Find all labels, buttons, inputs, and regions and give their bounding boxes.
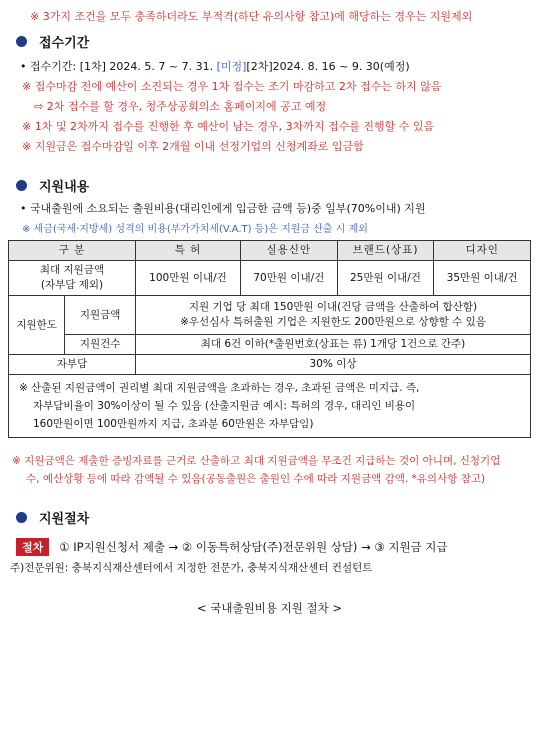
- table-header-cell: 특 허: [136, 241, 241, 261]
- tax-note: ※ 세금(국세·지방세) 성격의 비용(부가가치세(V.A.T) 등)은 지원금 산출 시 제외: [22, 224, 368, 235]
- table-row: [9, 335, 531, 355]
- limit-label: 지원한도: [9, 296, 65, 355]
- top-note: ※ 3가지 조건을 모두 충족하더라도 부적격(하단 유의사항 참고)에 해당하는 경우는 지원제외: [30, 10, 473, 23]
- content-line: • 국내출원에 소요되는 출원비용(대리인에게 입금한 금액 등)중 일부(70%이내) 지원: [20, 202, 426, 215]
- count-value: 최대 6건 이하(*출원번호(상표는 류) 1개당 1건으로 간주): [136, 335, 531, 355]
- table-row: [9, 296, 531, 335]
- procedure-badge: 절차: [16, 538, 49, 556]
- table-footnote: ※ 산출된 지원금액이 권리별 최대 지원금액을 초과하는 경우, 초과된 금액은 미지급. 즉, 자부담비율이 30%이상이 될 수 있음 (산출지원금 예시: 특허의 경우, 대리인 비용이 160만원이면 100만원까지 지급, 초과분 60만원은 자부담임): [9, 375, 531, 438]
- section-bullet-icon: [16, 180, 27, 191]
- max-value-cell: 100만원 이내/건: [136, 261, 241, 296]
- red-note-1: ※ 지원금액은 제출한 증빙자료를 근거로 산출하고 최대 지원금액을 무조건 지급하는 것이 아니며, 신청기업: [12, 455, 501, 467]
- table-header-cell: 브랜드(상표): [337, 241, 434, 261]
- tbd-label: [미정]: [216, 60, 247, 73]
- table-header-cell: 실용신안: [240, 241, 337, 261]
- procedure-steps: 절차 ① IP지원신청서 제출 → ② 이동특허상담(주)전문위원 상담) → ③ 지원금 지급: [16, 538, 448, 556]
- self-value: 30% 이상: [136, 355, 531, 375]
- table-header-cell: 디자인: [434, 241, 531, 261]
- period-note-1b: ⇨ 2차 접수를 할 경우, 청주상공회의소 홈페이지에 공고 예정: [34, 100, 327, 113]
- table-header-row: [9, 241, 531, 261]
- max-amount-label: 최대 지원금액 (자부담 제외): [9, 261, 136, 296]
- period-section-title: 접수기간: [16, 32, 89, 51]
- amount-value: 지원 기업 당 최대 150만원 이내(건당 금액을 산출하여 합산함) ※우선심사 특허출원 기업은 지원한도 200만원으로 상향할 수 있음: [136, 296, 531, 335]
- content-section-title: 지원내용: [16, 176, 89, 195]
- amount-label: 지원금액: [65, 296, 136, 335]
- period-note-1: ※ 접수마감 전에 예산이 소진되는 경우 1차 접수는 조기 마감하고 2차 접수는 하지 않음: [22, 80, 442, 93]
- procedure-caption: < 국내출원비용 지원 절차 >: [197, 601, 342, 615]
- table-row: [9, 261, 531, 296]
- max-value-cell: 35만원 이내/건: [434, 261, 531, 296]
- table-row: [9, 355, 531, 375]
- period-note-2: ※ 1차 및 2차까지 접수를 진행한 후 예산이 남는 경우, 3차까지 접수를 진행할 수 있음: [22, 120, 435, 133]
- section-bullet-icon: [16, 512, 27, 523]
- table-header-cell: 구 분: [9, 241, 136, 261]
- red-note-2: 수, 예산상황 등에 따라 감액될 수 있음(공동출원은 출원인 수에 따라 지원금액 감액. *유의사항 참고): [26, 473, 486, 485]
- procedure-note: 주)전문위원: 충북지식재산센터에서 지정한 전문가, 충북지식재산센터 컨설턴트: [10, 562, 373, 574]
- support-table: [8, 240, 531, 438]
- table-row: [9, 375, 531, 438]
- period-note-3: ※ 지원금은 접수마감일 이후 2개월 이내 선정기업의 신청계좌로 입금함: [22, 140, 364, 153]
- period-line: • 접수기간: [1차] 2024. 5. 7 ~ 7. 31. [미정][2차]2024. 8. 16 ~ 9. 30(예정): [20, 60, 410, 73]
- max-value-cell: 25만원 이내/건: [337, 261, 434, 296]
- section-bullet-icon: [16, 36, 27, 47]
- procedure-section-title: 지원절차: [16, 508, 89, 527]
- max-value-cell: 70만원 이내/건: [240, 261, 337, 296]
- count-label: 지원건수: [65, 335, 136, 355]
- self-label: 자부담: [9, 355, 136, 375]
